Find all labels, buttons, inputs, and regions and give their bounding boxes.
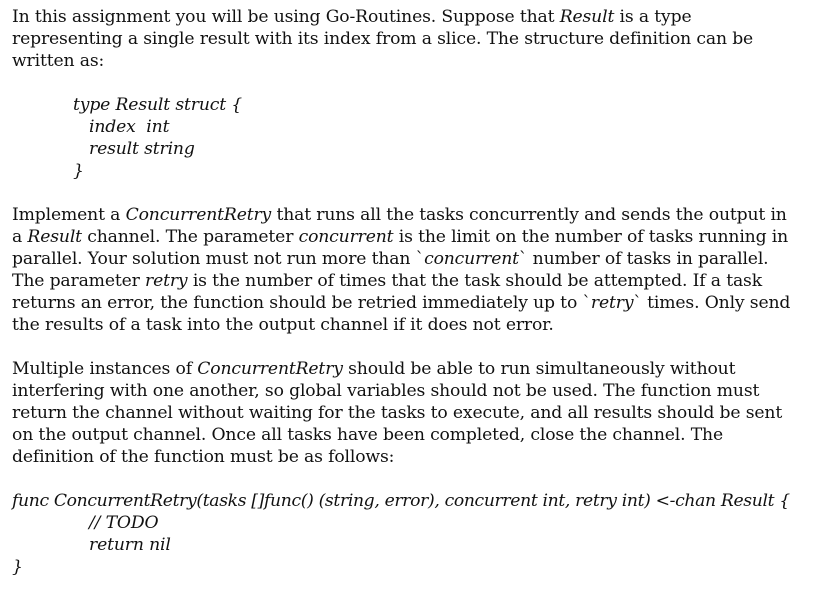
struct-line-closing-brace: }	[73, 161, 84, 181]
intro-text-2: is a type representing a single result with its index from a slice. The structure definition can be written as:	[12, 7, 754, 71]
concurrent-param-term: concurrent	[424, 249, 519, 269]
implementation-paragraph	[12, 204, 802, 336]
struct-line-index-field: index int	[89, 117, 170, 137]
concurrent-param-term: concurrent	[298, 227, 394, 247]
impl-text-2: that runs all the tasks concurrently and sends the output in a	[12, 205, 787, 247]
retry-param-term: retry	[590, 293, 634, 313]
function-code-block	[12, 490, 802, 578]
spacer	[12, 72, 802, 94]
intro-paragraph	[12, 6, 802, 72]
impl-text-7: ` times. Only send the results of a task into the output channel if it does not error.	[12, 293, 791, 335]
function-name-term: ConcurrentRetry	[125, 205, 272, 225]
function-return-statement: return nil	[89, 535, 171, 555]
impl-text-3: channel. The parameter	[81, 227, 299, 247]
impl-text-1: Implement a	[12, 205, 126, 225]
impl-text-4: is the limit on the number of tasks running in parallel. Your solution must not run more than `	[12, 227, 789, 269]
spacer	[12, 468, 802, 490]
struct-line-declaration: type Result struct {	[73, 95, 243, 115]
impl-text-5: ` number of tasks in parallel. The parameter	[12, 249, 769, 291]
retry-param-term: retry	[145, 271, 188, 291]
spacer	[12, 336, 802, 358]
requirements-paragraph	[12, 358, 802, 468]
struct-line-result-field: result string	[89, 139, 195, 159]
function-closing-brace: }	[12, 557, 23, 577]
req-text-1: Multiple instances of	[12, 359, 198, 379]
impl-text-6: is the number of times that the task should be attempted. If a task returns an error, the function should be retried immediately up to `	[12, 271, 762, 313]
spacer	[12, 182, 802, 204]
result-type-term: Result	[27, 227, 82, 247]
req-text-2: should be able to run simultaneously without interfering with one another, so global variables should not be used. The function must return the channel without waiting for the tasks to execute, and all results should be sent on the output channel. Once all tasks have been completed, close the channel. The definition of the function must be as follows:	[12, 359, 783, 467]
function-name-term: ConcurrentRetry	[197, 359, 343, 379]
intro-text-1: In this assignment you will be using Go-Routines. Suppose that	[12, 7, 560, 27]
assignment-document	[12, 6, 802, 578]
function-signature: func ConcurrentRetry(tasks []func() (string, error), concurrent int, retry int) <-chan Result {	[12, 491, 790, 511]
function-todo-comment: // TODO	[89, 513, 159, 533]
struct-code-block	[12, 94, 802, 182]
result-type-term: Result	[559, 7, 615, 27]
